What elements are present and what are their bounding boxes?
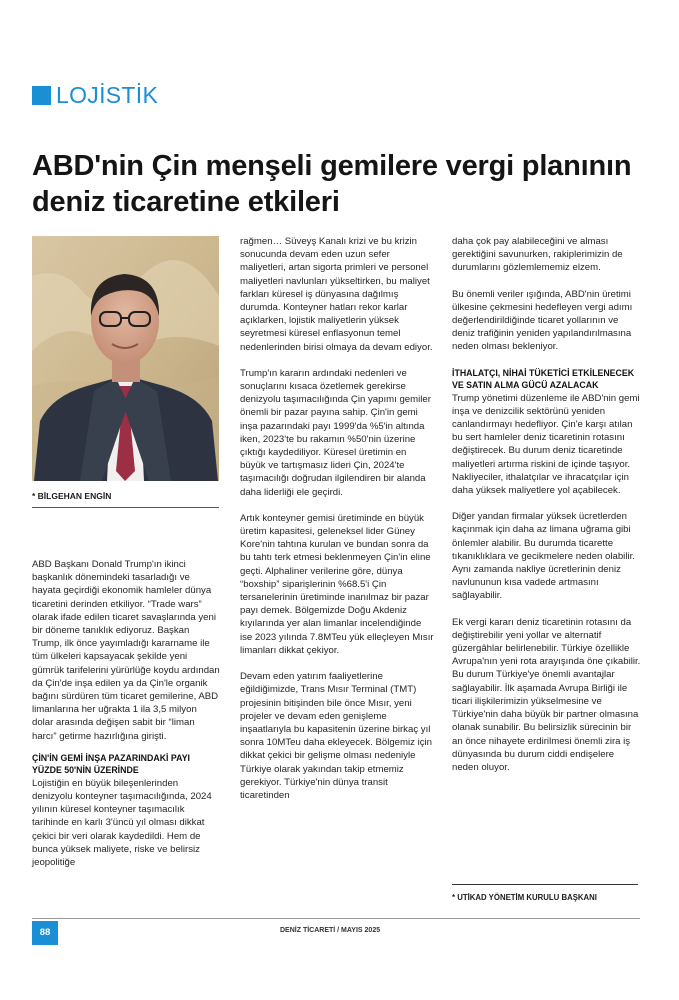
subheading: İTHALATÇI, NİHAİ TÜKETİCİ ETKİLENECEK VE SATIN ALMA GÜCÜ AZALACAK [452,367,635,390]
author-signature: * UTİKAD YÖNETİM KURULU BAŞKANI [452,893,597,902]
article-headline: ABD'nin Çin menşeli gemilere vergi planının deniz ticaretine etkileri [32,150,632,218]
paragraph: Trump'ın kararın ardındaki nedenleri ve sonuçlarını kısaca özetlemek gerekirse denizyolu taşımacılığında Çin yapımı gemiler önemli bir pazar payına sahip. Çin'in gemi inşa pazarındaki payı 1999'da %5'in altında iken, 2023'te bu rakamın %50'nin üzerine çıktığı kaydediliyor. Küresel üretimin en büyük ve tartışmasız lideri Çin, 2024'te taşımacılığı doğrudan ilgilendiren bir alanda daha liderliği ele geçirdi. [240,367,431,498]
caption-divider [32,507,219,508]
paragraph: Trump yönetimi düzenleme ile ABD'nin gemi inşa ve denizcilik sektörünü yeniden canlandırmayı hedefliyor. Çin'e karşı atılan bu sert hamleler deniz ticaretinin rotasını değiştirecek. Bu durum deniz ticaretinde maliyetleri artırma riskini de içinde taşıyor. Nakliyeciler, ithalatçılar ve ihracatçılar için daha yüksek maliyetlere yol açabilecek. [452,392,640,497]
paragraph: Bu önemli veriler ışığında, ABD'nin üretimi ülkesine çekmesini hedefleyen vergi adımı değerlendirildiğinde ticaret yollarının ve deniz trafiğinin yeniden yapılandırılmasına neden olması bekleniyor. [452,288,633,353]
paragraph: ABD Başkanı Donald Trump'ın ikinci başkanlık dönemindeki tasarladığı ve hayata geçirdiği ekonomik hamleler dünya ticaretini derinden etkiliyor. “Trade wars” olarak ifade edilen ticaret savaşlarında yeni bir döneme tanıklık ediyoruz. Başkan Trump, ilk önce yayımladığı kararname ile tüm ülkeleri kapsayacak şekilde yeni gümrük tarifelerini yürürlüğe koydu ardından da Çin'de inşa edilen ya da Çin'le organik bağını sürdüren tüm ticaret gemilerine, ABD limanlarına her uğrakta 1 ila 3,5 milyon dolar arasında değişen sabit bir “liman harcı” getirme hazırlığına girişti. [32,559,220,742]
paragraph: Diğer yandan firmalar yüksek ücretlerden kaçınmak için daha az limana uğrama gibi önlemler alabilir. Bu durumda ticarette tıkanıklıklara ve gecikmelere neden olabilir. Aynı zamanda nakliye ücretlerinin deniz navlununun kısa vadede artmasını sağlayabilir. [452,511,635,602]
paragraph: rağmen… Süveyş Kanalı krizi ve bu krizin sonucunda devam eden uzun sefer maliyetleri, artan sigorta primleri ve personel maliyetleri navlunları yükseltirken, bu maliyet farkları küresel iş dünyasına dağılmış durumda. Konteyner hatları rekor karlar açıklarken, lojistik maliyetlerin yüksek seyretmesi küresel enflasyonun temel nedenlerinden birisi olmaya da devam ediyor. [240,236,433,353]
footer-divider [32,918,640,919]
paragraph: daha çok pay alabileceğini ve alması gerektiğini savunurken, rakiplerimizin de durumlarını gözlemlememiz elzem. [452,236,623,274]
paragraph: Ek vergi kararı deniz ticaretinin rotasını da değiştirebilir yeni yollar ve alternatif güzergâhlar belirlenebilir. Türkiye özellikle Avrupa'nın yeni rota arayışında öne çıkabilir. Bu durum Türkiye'ye önemli avantajlar sağlayabilir. İlk aşamada Avrupa Birliği ile ticari ilişkilerimizin yükselmesine ve Türkiye'nin daha büyük bir partner olmasına olanak sunabilir. Bu belirsizlik sürecinin bir an önce nihayete erdirilmesi önemli zira iş dünyasında bu durum ciddi endişelere neden oluyor. [452,616,641,773]
section-label: LOJİSTİK [56,82,159,108]
subheading: ÇİN'İN GEMİ İNŞA PAZARINDAKİ PAYI YÜZDE 50'NİN ÜZERİNDE [32,752,191,775]
column-1 [32,558,220,882]
photo-caption: * BİLGEHAN ENGİN [32,491,112,501]
paragraph: Devam eden yatırım faaliyetlerine eğildiğimizde, Trans Mısır Terminal (TMT) projesinin bitişinden bile önce Mısır, yeni projeler ve devam eden genişleme inşaatlarıyla bu kapasitenin üzerine birkaç yıl sonra 10MTeu daha ekleyecek. Bölgemiz için dikkat çekici bir gelişme olması nedeniyle Türkiye olarak yakından takip etmemiz gerekiyor. Türkiye'nin dünya transit ticaretinden [240,671,432,801]
paragraph: Artık konteyner gemisi üretiminde en büyük üretim kapasitesi, geleneksel lider Güney Kore'nin tahtına kurulan ve bundan sonra da bu tahtı terk etmesi beklenmeyen Çin'in eline geçti. Alphaliner verilerine göre, dünya “boxship” siparişlerinin %68.5'i Çin tersanelerinin üretiminde inanılmaz bir pazar payı demek. Bölgemizde Doğu Akdeniz kıyılarında yer alan limanlar incelendiğinde ise 2023 yılında 7.8MTeu yük elleçleyen Mısır limanları dikkat çekiyor. [240,512,434,656]
section-square-icon [32,86,51,105]
column-2 [240,235,434,815]
column-3 [452,235,642,787]
paragraph: Lojistiğin en büyük bileşenlerinden denizyolu konteyner taşımacılığında, 2024 yılının küresel konteyner taşımacılık tarihinde en karlı 3'üncü yıl olması dikkat çekici bir veri olarak kaydedildi. Hem de bunca yüksek maliyete, riske ve belirsiz jeopolitiğe [32,777,212,869]
signature-divider [452,884,638,885]
page-number: 88 [32,921,58,945]
author-photo [32,236,219,481]
magazine-footer: DENİZ TİCARETİ / MAYIS 2025 [280,927,381,934]
section-tag [32,83,158,107]
portrait-photo-icon [32,236,219,481]
